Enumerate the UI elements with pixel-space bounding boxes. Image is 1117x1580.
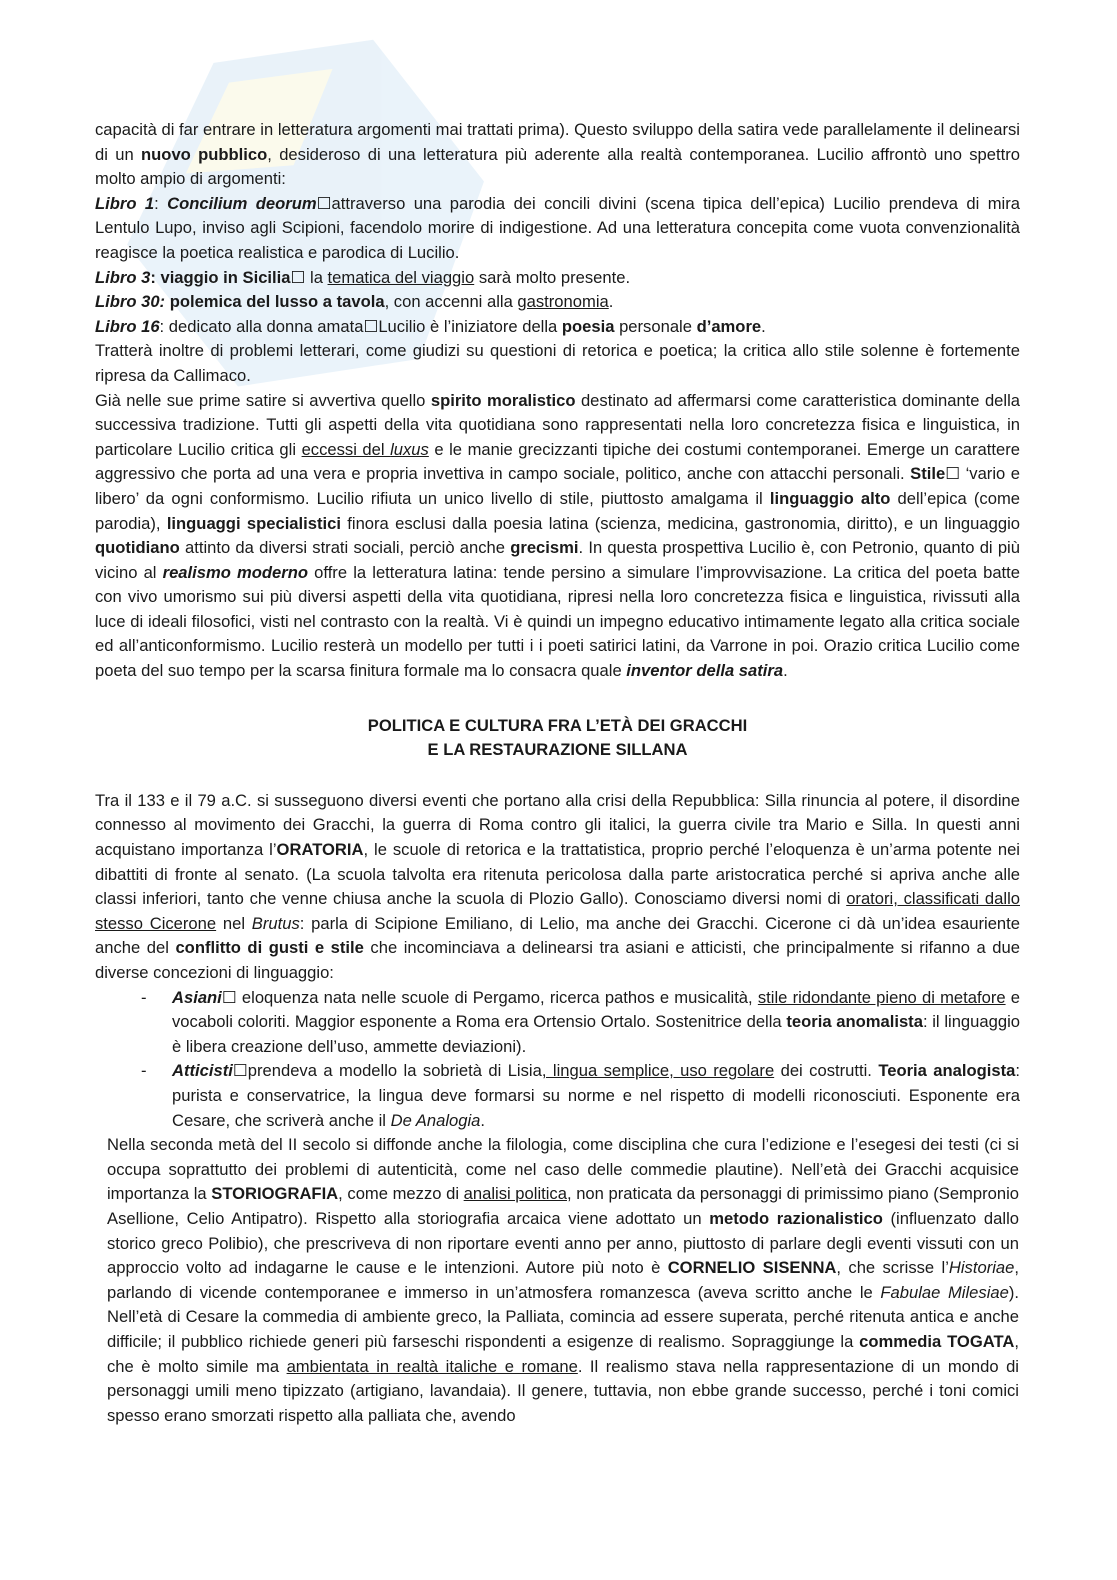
text: finora esclusi dalla poesia latina (scienza, medicina, gastronomia, diritto), e un linguaggio (340, 513, 1020, 533)
bold-text: CORNELIO SISENNA (667, 1258, 837, 1278)
paragraph-gia (95, 389, 1020, 684)
italic-text: De Analogia (390, 1110, 481, 1130)
underlined-text: , lingua semplice, uso regolare (541, 1061, 775, 1081)
libro-label: Libro 16 (95, 316, 160, 336)
text: dei costrutti. (774, 1061, 879, 1081)
text: , parlando di vicende contemporanee e immerso in un’atmosfera romanzesca (aveva scritto anche le (107, 1258, 1019, 1302)
text: . (783, 661, 788, 681)
libro-title: polemica del lusso a tavola (165, 292, 385, 312)
bold-text: nuovo pubblico (141, 144, 268, 164)
text: attinto da diversi strati sociali, perciò anche (179, 538, 511, 558)
text: : (150, 267, 161, 287)
paragraph-nella (107, 1133, 1019, 1428)
text: : (154, 193, 168, 213)
italic-text: Brutus (251, 913, 300, 933)
bullet-list (95, 986, 1020, 1134)
text: capacità di far entrare in letteratura argomenti mai trattati prima). Questo sviluppo della satira vede parallelamente il delinearsi di un (95, 120, 1020, 164)
underlined-text: stile ridondante pieno di metafore (757, 987, 1006, 1007)
list-item (95, 1059, 1020, 1133)
text: , come mezzo di (338, 1184, 464, 1204)
list-label: Atticisti (172, 1061, 233, 1081)
bold-text: spirito moralistico (430, 390, 576, 410)
bold-text: Stile (910, 464, 946, 484)
text: . In questa prospettiva Lucilio è, con Petronio, quanto di più vicino al (95, 538, 1020, 582)
bold-text: grecismi (510, 538, 579, 558)
text: , desideroso di una letteratura più aderente alla realtà contemporanea. Lucilio affrontò uno spettro molto ampio di argomenti: (95, 144, 1020, 189)
text: e le manie grecizzanti tipiche dei costumi contemporanei. Emerge un carattere aggressivo che porta ad una vera e propria invettiva in campo sociale, politico, anche con attacchi personali. (95, 439, 1020, 484)
underlined-text: oratori, classificati dallo stesso Cicerone (95, 889, 1020, 933)
text: . Il realismo stava nella rappresentazione di un mondo di personaggi umili meno tipizzato (artigiano, lavandaia). Il genere, tuttavia, non ebbe grande successo, perché i toni comici spesso erano smorzati rispetto alla palliata che, avendo (107, 1356, 1019, 1425)
section-heading (95, 714, 1020, 763)
underlined-text (302, 440, 429, 459)
text: , con accenni alla (384, 292, 518, 312)
section-lucilio (95, 118, 1020, 684)
text: eloquenza nata nelle scuole di Pergamo, ricerca pathos e musicalità, (236, 987, 758, 1007)
bold-text: linguaggio alto (769, 488, 891, 508)
underlined-text: ambientata in realtà italiche e romane (286, 1356, 578, 1376)
text: ). Nell’età di Cesare la commedia di ambiente greco, la Palliata, comincia ad essere superata, perché ritenuta antica e anche difficile; il pubblico richiede generi più farseschi rispondenti a esigenze di realismo. Sopraggiunge la (107, 1282, 1019, 1351)
text: : parla di Scipione Emiliano, di Lelio, ma anche dei Gracchi. Cicerone ci dà un’idea esauriente anche del (95, 913, 1020, 958)
text: ‘vario e libero’ da ogni conformismo. Lucilio rifiuta un unico livello di stile, piuttosto amalgama il (95, 464, 1020, 508)
bold-text: metodo razionalistico (709, 1208, 883, 1228)
heading-line-1: POLITICA E CULTURA FRA L’ETÀ DEI GRACCHI (367, 715, 748, 735)
document-page (95, 118, 1020, 1428)
text: eccessi del (301, 439, 391, 459)
text: sarà molto presente. (474, 267, 631, 287)
libro-title: Concilium deorum (167, 193, 317, 213)
text: Tra il 133 e il 79 a.C. si susseguono diversi eventi che portano alla crisi della Repubblica: Silla rinuncia al potere, il disordine connesso al movimento dei Gracchi, la guerra di Roma contro gli italici, la guerra civile tra Mario e Silla. In questi anni acquistano importanza l’ (95, 790, 1020, 860)
libro-label: Libro 3 (95, 267, 151, 287)
text: attraverso una parodia dei concili divini (scena tipica dell’epica) Lucilio prendeva di mira Lentulo Lupo, inviso agli Scipioni, facendolo morire di indigestione. Ad una letteratura concepita come vuota convenzionalità reagisce la poetica realistica e parodica di Lucilio. (95, 193, 1020, 262)
text: : purista e conservatrice, la lingua deve formarsi su norme e nel rispetto di modelli riconosciuti. Esponente era Cesare, che scriverà anche il (172, 1061, 1020, 1130)
heading-line-2: E LA RESTAURAZIONE SILLANA (427, 740, 688, 760)
text: nel (216, 913, 252, 933)
italic-text: luxus (390, 439, 429, 459)
arrow-icon: ☐ (221, 987, 237, 1007)
bold-text: conflitto di gusti e stile (175, 938, 364, 958)
text: , non praticata da personaggi di primissimo piano (Sempronio Asellione, Celio Antipatro). Rispetto alla storiografia arcaica viene adottato un (107, 1184, 1020, 1228)
underlined-text: tematica del viaggio (327, 267, 475, 287)
arrow-icon: ☐ (232, 1061, 248, 1081)
underlined-text: gastronomia (517, 292, 609, 312)
text: destinato ad affermarsi come caratteristica dominante della successiva tradizione. Tutti gli aspetti della vita quotidiana sono rappresentati nella loro concretezza fisica e linguistica, in particolare Lucilio critica gli (95, 390, 1021, 459)
bold-text: linguaggi specialistici (166, 513, 341, 533)
text: Lucilio è l’iniziatore della (378, 316, 562, 336)
arrow-icon: ☐ (316, 193, 332, 213)
text: prendeva a modello la sobrietà di Lisia (247, 1061, 542, 1081)
paragraph-tra (95, 789, 1020, 986)
arrow-icon: ☐ (290, 267, 306, 287)
bold-text: teoria anomalista (786, 1012, 923, 1032)
italic-text: Fabulae Milesiae (880, 1282, 1009, 1302)
dash-bullet: - (141, 987, 147, 1007)
bold-text: Teoria analogista (878, 1061, 1016, 1081)
bold-text: d’amore (696, 316, 762, 336)
paragraph-libro-16 (95, 315, 1020, 340)
arrow-icon: ☐ (363, 316, 379, 336)
bold-text: poesia (561, 316, 615, 336)
text: Già nelle sue prime satire si avvertiva quello (95, 390, 431, 410)
section-politica (95, 789, 1020, 1133)
bold-text: ORATORIA (276, 840, 364, 860)
paragraph-intro (95, 118, 1020, 192)
bold-italic-text: inventor della satira (626, 661, 784, 681)
underlined-text: analisi politica (463, 1184, 567, 1204)
text: : dedicato alla donna amata (159, 316, 364, 336)
text: . (480, 1110, 486, 1130)
paragraph-trattera: Tratterà inoltre di problemi letterari, come giudizi su questioni di retorica e poetica; la critica allo stile solenne è fortemente ripresa da Callimaco. (95, 341, 1020, 385)
bold-text: commedia TOGATA (859, 1331, 1015, 1351)
text: e vocaboli coloriti. Maggior esponente a Roma era Ortensio Ortalo. Sostenitrice della (172, 987, 1021, 1032)
italic-text: Historiae (948, 1258, 1015, 1278)
text: . (608, 292, 614, 312)
text: (influenzato dallo storico greco Polibio), che prescriveva di non riportare eventi anno per anno, piuttosto di parlare degli eventi vissuti con un approccio volto ad indagarne le cause e le intenzioni. Autore più noto è (107, 1208, 1019, 1278)
text: : il linguaggio è libera creazione dell’uso, ammette deviazioni). (172, 1012, 1020, 1056)
libro-label: Libro 30: (95, 292, 166, 312)
section-filologia (107, 1133, 1019, 1428)
libro-label: Libro 1 (95, 193, 155, 213)
arrow-icon: ☐ (945, 464, 961, 484)
text: offre la letteratura latina: tende persino a simulare l’improvvisazione. La critica del poeta batte con vivo umorismo sui più diversi aspetti della vita quotidiana, ripresi nella loro concretezza fisica e linguistica, rivissuti alla luce di ideali filosofici, visti nel contrasto con la realtà. Vi è quindi un impegno educativo intimamente legato alla critica sociale ed all’anticonformismo. Lucilio resterà un modello per tutti i i poeti satirici latini, da Varrone in poi. Orazio critica Lucilio come poeta del suo tempo per la scarsa finitura formale ma lo consacra quale (95, 562, 1020, 681)
paragraph-libro-30 (95, 290, 1020, 315)
bold-text: STORIOGRAFIA (211, 1184, 339, 1204)
list-label: Asiani (172, 987, 222, 1007)
text: personale (614, 316, 697, 336)
paragraph-libro-3 (95, 266, 1020, 291)
text: , le scuole di retorica e la trattatistica, proprio perché l’eloquenza è un’arma potente nei dibattiti di fronte al senato. (La scuola talvolta era ritenuta pericolosa dalla parte aristocratica perché si apriva anche alle classi inferiori, tanto che venne chiusa anche la scuola di Plozio Gallo). Conosciamo diversi nomi di (95, 840, 1020, 909)
text: , che scrisse l’ (836, 1258, 949, 1278)
text: che incominciava a delinearsi tra asiani e atticisti, che principalmente si rifanno a due diverse concezioni di linguaggio: (95, 938, 1020, 982)
bold-text: quotidiano (95, 538, 180, 558)
paragraph-libro-1 (95, 192, 1020, 266)
text: Nella seconda metà del II secolo si diffonde anche la filologia, come disciplina che cura l’edizione e l’esegesi dei testi (ci si occupa soprattutto dei problemi di autenticità, come nel caso delle commedie plautine). Nell’età dei Gracchi acquisice importanza la (107, 1135, 1019, 1204)
bold-italic-text: realismo moderno (162, 562, 309, 582)
text: la (305, 267, 328, 287)
text: dell’epica (come parodia), (95, 488, 1020, 533)
text: , che è molto simile ma (107, 1331, 1019, 1376)
libro-title: viaggio in Sicilia (160, 267, 291, 287)
dash-bullet: - (141, 1061, 147, 1081)
text: . (761, 316, 766, 336)
list-item (95, 986, 1020, 1060)
